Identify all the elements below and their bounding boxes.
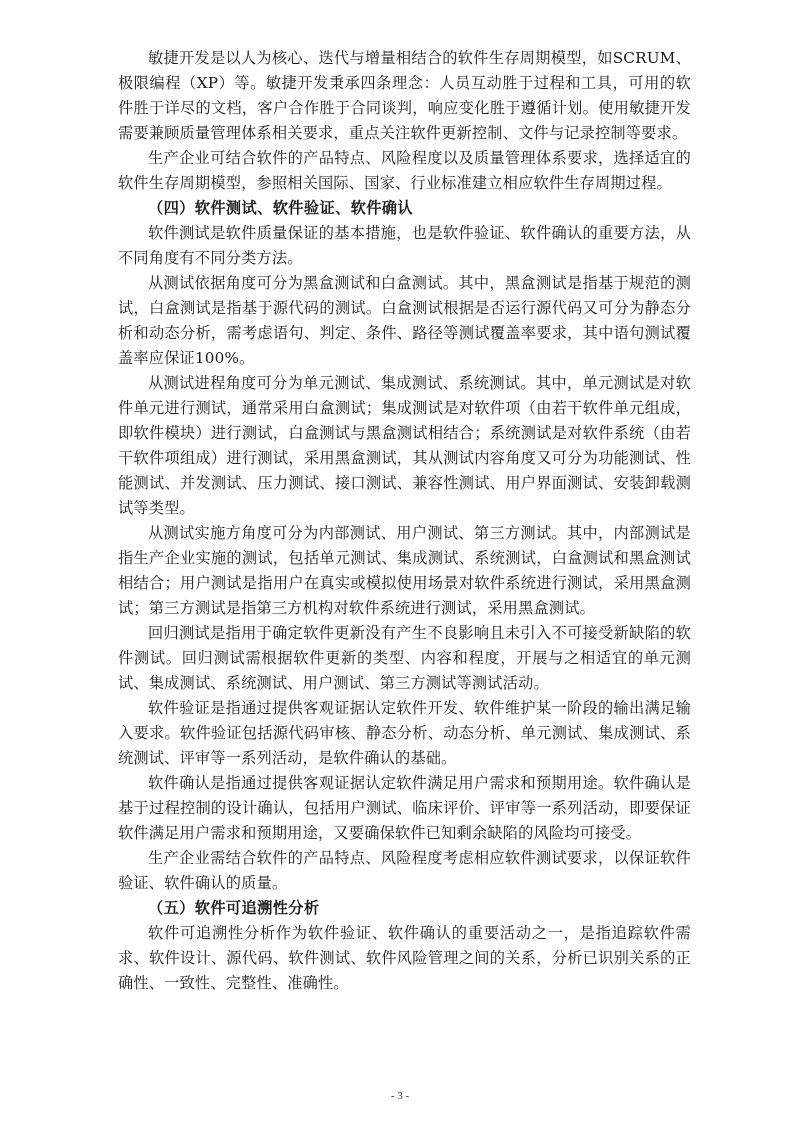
paragraph-software-validation: 软件确认是指通过提供客观证据认定软件满足用户需求和预期用途。软件确认是基于过程控制的设计确认，包括用户测试、临床评价、评审等一系列活动，即要保证软件满足用户需求和预期用途，又要确保软件已知剩余缺陷的风险均可接受。: [118, 774, 691, 842]
paragraph-traceability: 软件可追溯性分析作为软件验证、软件确认的重要活动之一，是指追踪软件需求、软件设计、源代码、软件测试、软件风险管理之间的关系，分析已识别关系的正确性、一致性、完整性、准确性。: [118, 924, 691, 992]
document-body: [118, 46, 691, 996]
section-heading-traceability: （五）软件可追溯性分析: [148, 899, 320, 917]
paragraph-test-executor: 从测试实施方角度可分为内部测试、用户测试、第三方测试。其中，内部测试是指生产企业实施的测试，包括单元测试、集成测试、系统测试，白盒测试和黑盒测试相结合；用户测试是指用户在真实或模拟使用场景对软件系统进行测试，采用黑盒测试；第三方测试是指第三方机构对软件系统进行测试，采用黑盒测试。: [118, 524, 691, 617]
paragraph-testing-intro: 软件测试是软件质量保证的基本措施，也是软件验证、软件确认的重要方法，从不同角度有不同分类方法。: [118, 224, 691, 267]
paragraph-testing-requirements: 生产企业需结合软件的产品特点、风险程度考虑相应软件测试要求，以保证软件验证、软件确认的质量。: [118, 849, 691, 892]
section-heading-testing: （四）软件测试、软件验证、软件确认: [148, 199, 413, 217]
paragraph-test-process: 从测试进程角度可分为单元测试、集成测试、系统测试。其中，单元测试是对软件单元进行测试，通常采用白盒测试；集成测试是对软件项（由若干软件单元组成，即软件模块）进行测试，白盒测试与黑盒测试相结合；系统测试是对软件系统（由若干软件项组成）进行测试，采用黑盒测试，其从测试内容角度又可分为功能测试、性能测试、并发测试、压力测试、接口测试、兼容性测试、用户界面测试、安装卸载测试等类型。: [118, 374, 691, 517]
paragraph-agile: 敏捷开发是以人为核心、迭代与增量相结合的软件生存周期模型，如SCRUM、极限编程（XP）等。敏捷开发秉承四条理念：人员互动胜于过程和工具，可用的软件胜于详尽的文档，客户合作胜于合同谈判，响应变化胜于遵循计划。使用敏捷开发需要兼顾质量管理体系相关要求，重点关注软件更新控制、文件与记录控制等要求。: [118, 49, 691, 142]
paragraph-software-verification: 软件验证是指通过提供客观证据认定软件开发、软件维护某一阶段的输出满足输入要求。软件验证包括源代码审核、静态分析、动态分析、单元测试、集成测试、系统测试、评审等一系列活动，是软件确认的基础。: [118, 699, 691, 767]
paragraph-black-white-box: 从测试依据角度可分为黑盒测试和白盒测试。其中，黑盒测试是指基于规范的测试，白盒测试是指基于源代码的测试。白盒测试根据是否运行源代码又可分为静态分析和动态分析，需考虑语句、判定、条件、路径等测试覆盖率要求，其中语句测试覆盖率应保证100%。: [118, 274, 691, 367]
paragraph-lifecycle-selection: 生产企业可结合软件的产品特点、风险程度以及质量管理体系要求，选择适宜的软件生存周期模型，参照相关国际、国家、行业标准建立相应软件生存周期过程。: [118, 149, 691, 192]
page-number: - 3 -: [390, 1090, 410, 1102]
paragraph-regression-testing: 回归测试是指用于确定软件更新没有产生不良影响且未引入不可接受新缺陷的软件测试。回归测试需根据软件更新的类型、内容和程度，开展与之相适宜的单元测试、集成测试、系统测试、用户测试、第三方测试等测试活动。: [118, 624, 691, 692]
